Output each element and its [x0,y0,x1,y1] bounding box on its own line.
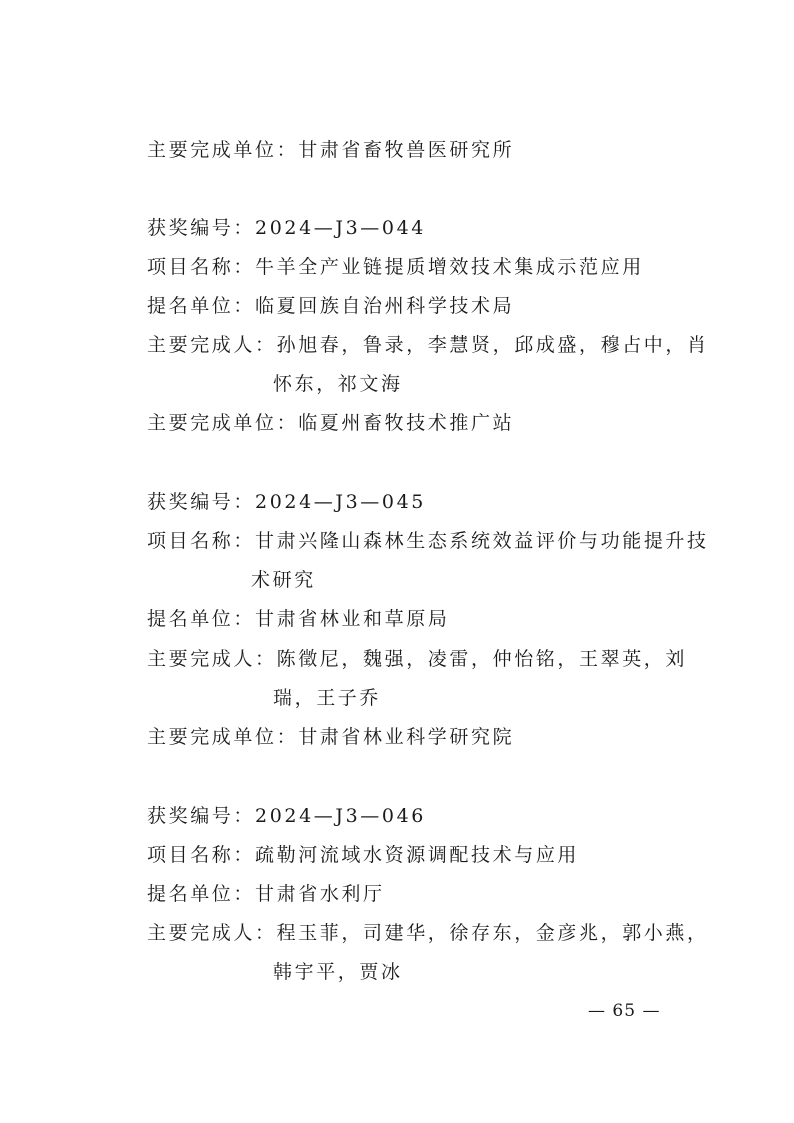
persons-label: 主要完成人： [147,334,277,356]
persons-line [147,921,709,945]
award-number: 2024—J3—045 [255,491,426,513]
persons-value: 程玉菲，司建华，徐存东，金彦兆，郭小燕， [276,922,709,944]
award-number-line [147,804,426,828]
persons-line [147,647,687,671]
award-number: 2024—J3—046 [255,805,426,827]
persons-continuation: 怀东，祁文海 [273,373,403,395]
nominator-line [147,294,514,318]
award-number-line [147,216,426,240]
nominator-value: 甘肃省水利厅 [255,883,385,905]
award-label: 获奖编号： [147,491,256,513]
project-label: 项目名称： [147,256,256,278]
award-label: 获奖编号： [147,217,256,239]
project-name-line [147,255,644,279]
persons-label: 主要完成人： [147,648,277,670]
units-line [147,725,514,749]
project-name: 牛羊全产业链提质增效技术集成示范应用 [255,256,644,278]
units-label: 主要完成单位： [147,412,299,434]
units-label: 主要完成单位： [147,139,299,161]
units-value: 甘肃省畜牧兽医研究所 [298,139,515,161]
nominator-label: 提名单位： [147,883,256,905]
award-number: 2024—J3—044 [255,217,426,239]
award-number-line [147,490,426,514]
project-name: 甘肃兴隆山森林生态系统效益评价与功能提升技 [255,530,709,552]
nominator-label: 提名单位： [147,608,256,630]
project-name-line [147,529,709,553]
page-number: — 65 — [588,1001,661,1021]
award-label: 获奖编号： [147,805,256,827]
units-line [147,411,514,435]
nominator-line [147,882,385,906]
project-name: 疏勒河流域水资源调配技术与应用 [255,844,580,866]
units-label: 主要完成单位： [147,726,299,748]
project-name-line [147,843,579,867]
persons-line [147,333,709,357]
project-label: 项目名称： [147,530,256,552]
top-units-line [147,138,514,162]
units-value: 临夏州畜牧技术推广站 [298,412,515,434]
persons-label: 主要完成人： [147,922,277,944]
persons-value: 孙旭春，鲁录，李慧贤，邱成盛，穆占中，肖 [276,334,709,356]
nominator-value: 临夏回族自治州科学技术局 [255,295,515,317]
persons-value: 陈徵尼，魏强，凌雷，仲怡铭，王翠英，刘 [276,648,688,670]
nominator-line [147,607,449,631]
units-value: 甘肃省林业科学研究院 [298,726,515,748]
project-label: 项目名称： [147,844,256,866]
project-name-continuation: 术研究 [251,569,316,591]
nominator-label: 提名单位： [147,295,256,317]
nominator-value: 甘肃省林业和草原局 [255,608,450,630]
persons-continuation: 韩宇平，贾冰 [273,961,403,983]
persons-continuation: 瑞，王子乔 [273,687,382,709]
